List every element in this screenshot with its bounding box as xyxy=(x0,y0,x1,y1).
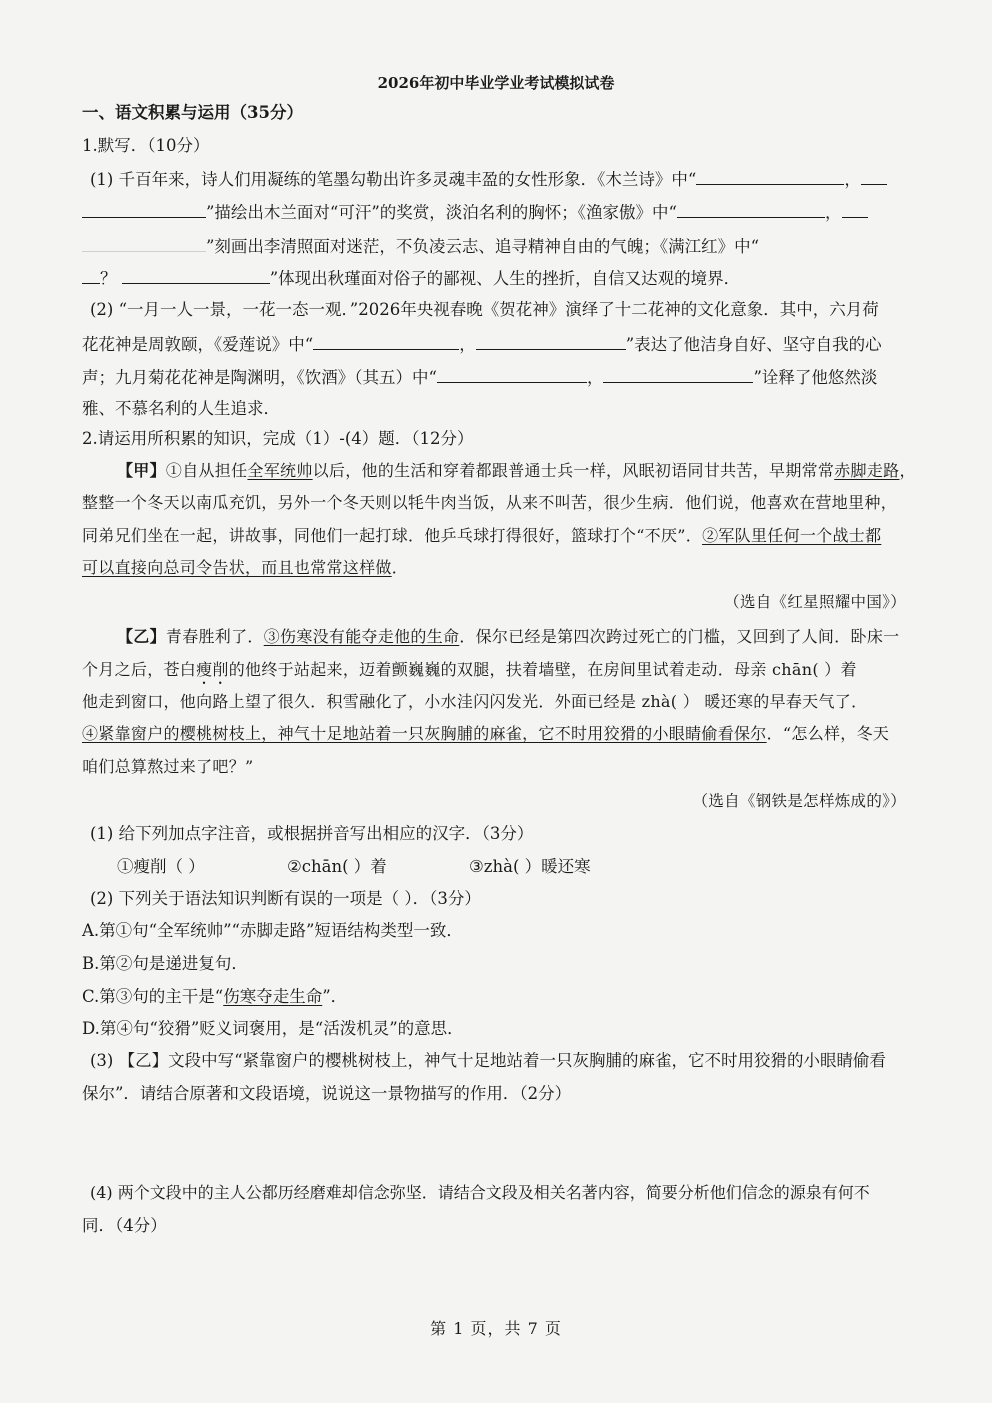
yi-source: （选自《钢铁是怎样炼成的》） xyxy=(692,792,906,810)
jia-line4: 可以直接向总司令告状，而且也常常这样做． xyxy=(82,558,409,577)
q1-2-line3: 声；九月菊花花神是陶渊明，《饮酒》（其五）中“ ， ”诠释了他悠然淡 xyxy=(82,365,877,389)
q2-1-item1: ①瘦削（ ） xyxy=(117,857,205,876)
yi-tag: 【乙】 xyxy=(117,627,166,646)
q2-4-line1: (4) 两个文段中的主人公都历经磨难却信念弥坚．请结合文段及相关名著内容，简要分析他们信念的源泉有何不 xyxy=(90,1183,870,1202)
q2-2-option-c: C.第③句的主干是“伤寒夺走生命”． xyxy=(82,987,348,1006)
q1-2-line4: 雅、不慕名利的人生追求． xyxy=(82,399,280,418)
q1-1-line4: ？ ”体现出秋瑾面对俗子的鄙视、人生的挫折，自信又达观的境界． xyxy=(82,266,740,290)
q2-3-line2: 保尔”．请结合原著和文段语境，说说这一景物描写的作用．（2分） xyxy=(82,1084,572,1103)
q2-3-line1: (3) 【乙】文段中写“紧靠窗户的樱桃树枝上，神气十足地站着一只灰胸脯的麻雀，它不时用狡猾的小眼睛偷看 xyxy=(90,1051,887,1070)
q1-2-line2: 花花神是周敦颐，《爱莲说》中“ ， ”表达了他洁身自好、坚守自我的心 xyxy=(82,332,882,356)
page-footer: 第 1 页，共 7 页 xyxy=(430,1319,562,1338)
q1-heading: 1.默写．（10分） xyxy=(82,136,210,155)
yi-line3: 他走到窗口，他向路上望了很久．积雪融化了，小水洼闪闪发光．外面已经是 zhà( ） 暖还寒的早春天气了． xyxy=(82,692,868,711)
q2-1-item2: ②chān( ）着 xyxy=(287,857,387,876)
yi-line1: 【乙】青春胜利了．③伤寒没有能夺走他的生命．保尔已经是第四次跨过死亡的门槛，又回到了人间．卧床一 xyxy=(117,627,900,646)
q2-2-option-a: A.第①句“全军统帅”“赤脚走路”短语结构类型一致． xyxy=(82,921,463,940)
jia-tag: 【甲】 xyxy=(117,461,166,480)
q2-2-option-d: D.第④句“狡猾”贬义词褒用，是“活泼机灵”的意思． xyxy=(82,1019,464,1038)
jia-line1: 【甲】①自从担任全军统帅以后，他的生活和穿着都跟普通士兵一样，风眠初语同甘共苦，早期常常赤脚走路， xyxy=(117,461,916,480)
exam-title: 2026年初中毕业学业考试模拟试卷 xyxy=(377,74,615,92)
q1-1-line2: ”描绘出木兰面对“可汗”的奖赏，淡泊名利的胸怀；《渔家傲》中“ ， xyxy=(82,200,868,224)
yi-line5: 咱们总算熬过来了吧？” xyxy=(82,757,254,776)
q1-1-line1: (1) 千百年来，诗人们用凝练的笔墨勾勒出许多灵魂丰盈的女性形象．《木兰诗》中“ ， xyxy=(90,167,887,191)
q2-4-line2: 同．（4分） xyxy=(82,1216,167,1235)
q2-1-heading: (1) 给下列加点字注音，或根据拼音写出相应的汉字．（3分） xyxy=(90,824,534,843)
yi-line4: ④紧靠窗户的樱桃树枝上，神气十足地站着一只灰胸脯的麻雀，它不时用狡猾的小眼睛偷看保尔．“怎么样，冬天 xyxy=(82,724,890,743)
section-heading: 一、语文积累与运用（35分） xyxy=(82,103,303,122)
yi-line2: 个月之后，苍白瘦削的他终于站起来，迈着颤巍巍的双腿，扶着墙壁，在房间里试着走动．母亲 chān( ）着 xyxy=(82,660,857,679)
jia-line3: 同弟兄们坐在一起，讲故事，同他们一起打球．他乒乓球打得很好，篮球打个“不厌”．②军队里任何一个战士都 xyxy=(82,526,882,545)
q1-2-line1: (2) “一月一人一景，一花一态一观．”2026年央视春晚《贺花神》演绎了十二花神的文化意象．其中，六月荷 xyxy=(90,300,879,319)
jia-source: （选自《红星照耀中国》） xyxy=(724,593,906,611)
q2-1-item3: ③zhà( ）暖还寒 xyxy=(469,857,591,876)
q1-1-line3: ”刻画出李清照面对迷茫，不负凌云志、追寻精神自由的气魄；《满江红》中“ xyxy=(82,234,759,258)
q2-2-heading: (2) 下列关于语法知识判断有误的一项是（ ）．（3分） xyxy=(90,889,481,908)
q2-heading: 2.请运用所积累的知识，完成（1）-(4）题．（12分） xyxy=(82,429,474,448)
jia-line2: 整整一个冬天以南瓜充饥，另外一个冬天则以牦牛肉当饭，从来不叫苦，很少生病．他们说，他喜欢在营地里种， xyxy=(82,493,898,512)
q2-2-option-b: B.第②句是递进复句． xyxy=(82,954,248,973)
